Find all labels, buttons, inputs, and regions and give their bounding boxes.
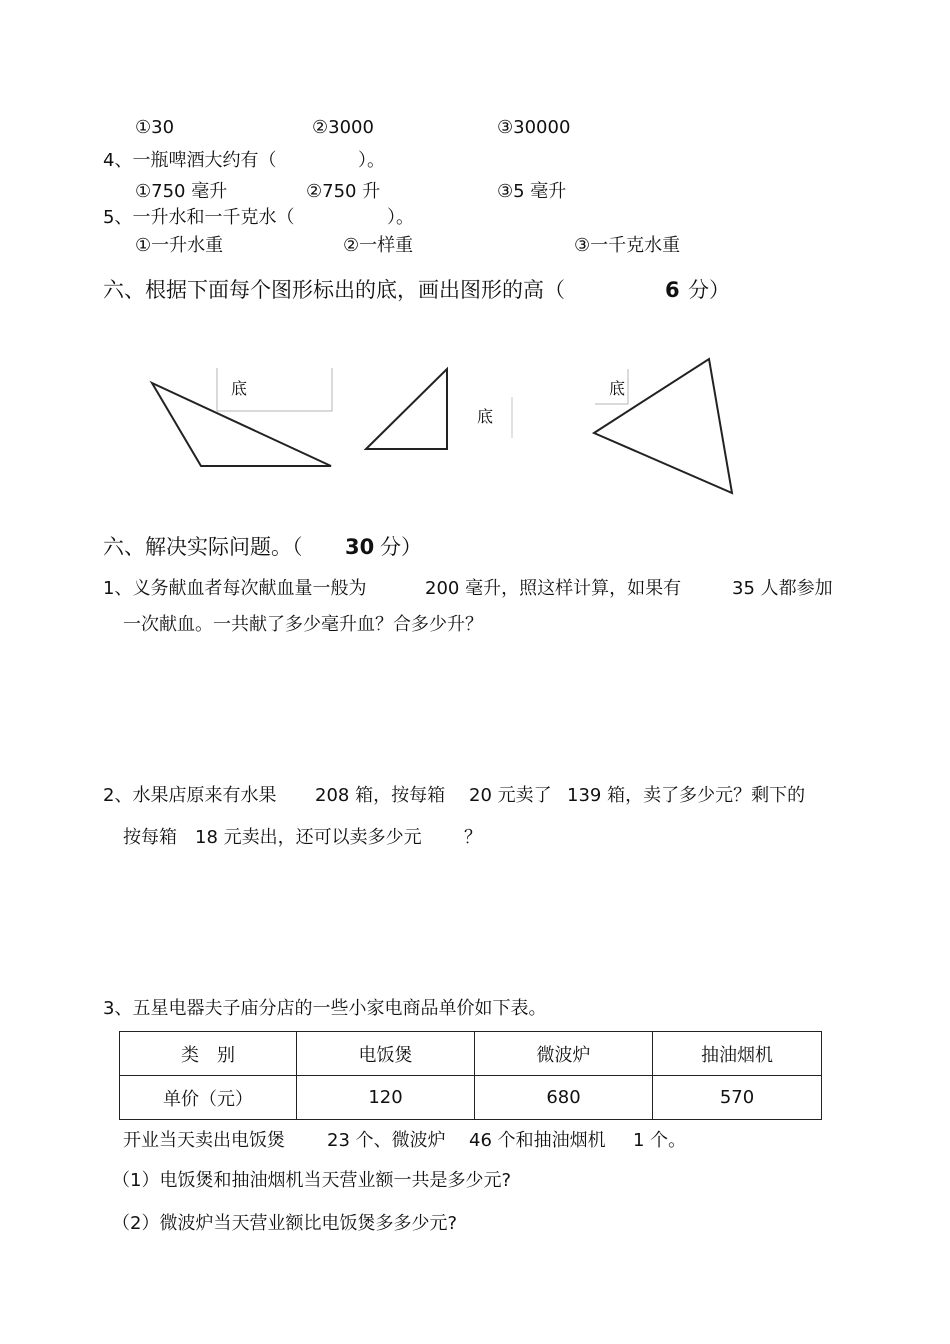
problem-3-stem: 3、五星电器夫子庙分店的一些小家电商品单价如下表。	[103, 998, 547, 1019]
section-heading-problems: 六、解决实际问题。（	[103, 535, 303, 559]
q4-close: ）。	[358, 150, 385, 171]
section-score-unit: 分）	[688, 278, 730, 302]
section-problems-score: 30	[345, 535, 375, 559]
table-row-label: 单价（元）	[120, 1076, 297, 1120]
problem-1-part-c: 35 人都参加	[732, 578, 833, 599]
problem-1-line-2: 一次献血。一共献了多少毫升血？合多少升？	[123, 614, 483, 635]
table-row	[120, 1076, 822, 1120]
q4-stem: 4、一瓶啤酒大约有（	[103, 150, 277, 171]
problem-2-line-2b: 18 元卖出，还可以卖多少元	[195, 827, 422, 848]
q5-stem: 5、一升水和一千克水（	[103, 207, 295, 228]
sales-part-b: 23 个、微波炉	[327, 1130, 446, 1151]
table-header-microwave: 微波炉	[475, 1032, 653, 1076]
q5-option-2: ②一样重	[343, 235, 414, 256]
section-problems-unit: 分）	[380, 535, 422, 559]
table-cell-rice-cooker: 120	[297, 1076, 475, 1120]
sales-part-a: 开业当天卖出电饭煲	[123, 1130, 285, 1151]
problem-2-part-c: 20 元卖了	[469, 785, 552, 806]
section-heading-draw-height: 六、根据下面每个图形标出的底，画出图形的高（	[103, 278, 565, 302]
q4-option-2: ②750 升	[306, 181, 381, 202]
problem-2-part-d: 139 箱，卖了多少元？剩下的	[567, 785, 806, 806]
table-cell-microwave: 680	[475, 1076, 653, 1120]
right-triangle	[366, 369, 447, 449]
q4-option-1: ①750 毫升	[135, 181, 228, 202]
q5-option-1: ①一升水重	[135, 235, 224, 256]
problem-2-part-a: 2、水果店原来有水果	[103, 785, 277, 806]
sales-part-c: 46 个和抽油烟机	[469, 1130, 606, 1151]
problem-2-line-2a: 按每箱	[123, 827, 177, 848]
price-table	[119, 1031, 822, 1120]
sub-question-2: （2）微波炉当天营业额比电饭煲多多少元?	[112, 1213, 458, 1234]
problem-1-part-a: 1、义务献血者每次献血量一般为	[103, 578, 367, 599]
sales-part-d: 1 个。	[633, 1130, 687, 1151]
section-score: 6	[665, 278, 680, 302]
table-header-range-hood: 抽油烟机	[653, 1032, 822, 1076]
q3-option-2: ②3000	[312, 117, 374, 138]
q5-close: ）。	[387, 207, 414, 228]
base-label-2: 底	[477, 407, 494, 426]
q3-option-3: ③30000	[497, 117, 571, 138]
problem-1-part-b: 200 毫升，照这样计算，如果有	[425, 578, 682, 599]
problem-2-part-b: 208 箱，按每箱	[315, 785, 446, 806]
sub-question-1: （1）电饭煲和抽油烟机当天营业额一共是多少元?	[112, 1170, 512, 1191]
table-cell-range-hood: 570	[653, 1076, 822, 1120]
table-header-category: 类 别	[120, 1032, 297, 1076]
problem-2-line-2c: ？	[464, 827, 482, 848]
q4-option-3: ③5 毫升	[497, 181, 567, 202]
base-label-1: 底	[231, 379, 248, 398]
q3-option-1: ①30	[135, 117, 175, 138]
triangle-figures	[0, 0, 950, 520]
q5-option-3: ③一千克水重	[574, 235, 681, 256]
table-header-row	[120, 1032, 822, 1076]
table-header-rice-cooker: 电饭煲	[297, 1032, 475, 1076]
base-label-3: 底	[609, 379, 626, 398]
